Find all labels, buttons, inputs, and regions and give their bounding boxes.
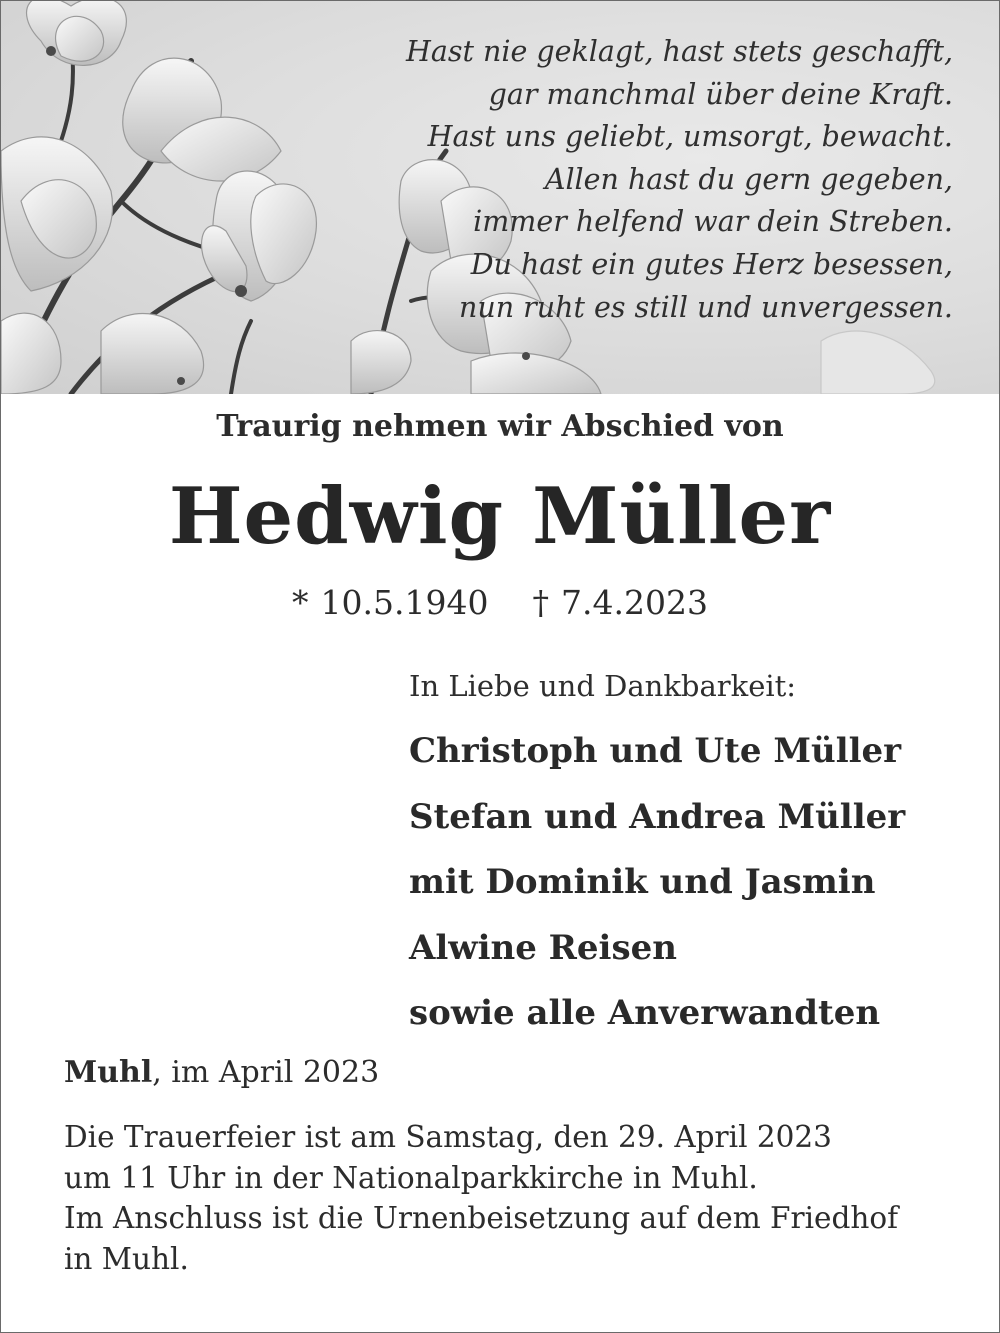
- ceremony-info: [64, 1117, 964, 1279]
- mourners-block: [409, 669, 905, 1047]
- life-dates: [1, 583, 999, 622]
- mourner-line: Christoph und Ute Müller: [409, 731, 902, 771]
- poem-line: nun ruht es still und unvergessen.: [459, 290, 953, 324]
- mourner-line: sowie alle Anverwandten: [409, 993, 881, 1033]
- intro-text: Traurig nehmen wir Abschied von: [216, 409, 784, 444]
- poem-line: Hast nie geklagt, hast stets geschafft,: [406, 35, 953, 68]
- ceremony-line: Im Anschluss ist die Urnenbeisetzung auf dem Friedhof: [64, 1201, 899, 1235]
- poem-line: immer helfend war dein Streben.: [473, 205, 953, 239]
- ceremony-line: in Muhl.: [64, 1241, 189, 1276]
- mourners-lead: In Liebe und Dankbarkeit:: [409, 669, 797, 703]
- place-date: [64, 1055, 379, 1090]
- mourner-line: Stefan und Andrea Müller: [409, 796, 906, 837]
- birth-date: 10.5.1940: [320, 583, 489, 622]
- poem-line: Hast uns geliebt, umsorgt, bewacht.: [427, 120, 953, 154]
- death-cross-icon: †: [532, 583, 549, 622]
- place-town: Muhl: [64, 1055, 153, 1090]
- birth-asterisk-icon: *: [292, 583, 309, 622]
- ceremony-line: um 11 Uhr in der Nationalparkkirche in Muhl.: [64, 1160, 758, 1195]
- mourner-line: mit Dominik und Jasmin: [409, 862, 876, 902]
- mourner-line: Alwine Reisen: [409, 927, 677, 968]
- poem-line: Allen hast du gern gegeben,: [544, 162, 953, 196]
- deceased-name: Hedwig Müller: [168, 471, 832, 562]
- poem-line: gar manchmal über deine Kraft.: [488, 77, 953, 111]
- place-date-text: , im April 2023: [152, 1055, 380, 1090]
- poem-line: Du hast ein gutes Herz besessen,: [470, 247, 953, 281]
- ceremony-line: Die Trauerfeier ist am Samstag, den 29. April 2023: [64, 1120, 832, 1154]
- magnolia-header-image: [1, 1, 999, 394]
- poem: [406, 31, 953, 329]
- death-date: 7.4.2023: [561, 583, 708, 622]
